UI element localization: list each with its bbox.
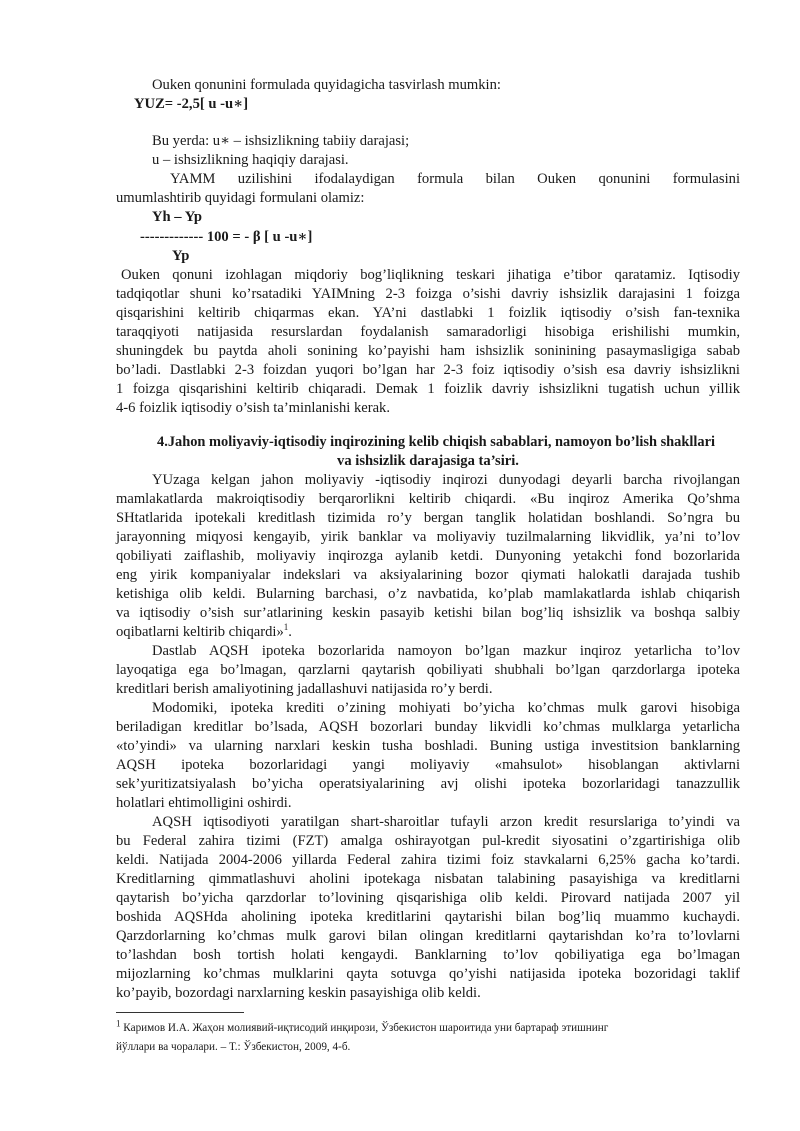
para4-line: ko’payib, bozordagi narxlarning keskin pasayishiga olib keldi.	[116, 985, 481, 1001]
okun-line: tadqiqotlar shuni ko’rsatadiki YAIMning 2-3 foizga o’sishi davriy ishsizlik darajasini 1 foizga	[116, 286, 740, 302]
formula-where-2: u – ishsizlikning haqiqiy darajasi.	[152, 152, 349, 168]
para1-line: qobiliyati zaiflashib, moliyaviy inqirozga aylanib ketdi. Dunyoning yetakchi fond bozorlarida	[116, 548, 740, 564]
para4-line: bu Federal zahira tizimi (FZT) amalga oshirayotgan pul-kredit siyosatini o’zgartirishiga olib	[116, 833, 740, 849]
para3-line: AQSH ipoteka bozorlaridagi yangi moliyaviy «mahsulot» hisoblangan aktivlarni	[116, 757, 740, 773]
footnote-reference[interactable]: 1	[283, 622, 289, 633]
formula2-main: ------------- 100 = - β [ u -u∗]	[140, 229, 313, 245]
okun-line: 4-6 foizlik iqtisodiy o’sish ta’minlanishi kerak.	[116, 400, 391, 416]
para1-line: mamlakatlarda makroiqtisodiy berqarorlikni keltirib chiqardi. «Bu inqiroz Amerika Qo’shma	[116, 491, 740, 507]
para1-line: jarayonning miqyosi kengayib, yirik banklar va moliyaviy tuzilmalarning likvidlik, ya’ni to’lov	[116, 529, 740, 545]
para3-line: «to’yindi» va ularning narxlari keskin tusha boshladi. Buning ustiga investitsion banklarning	[116, 738, 740, 754]
para1-line: oqibatlarni keltirib chiqardi»	[116, 624, 284, 640]
section-heading-line-1: 4.Jahon moliyaviy-iqtisodiy inqirozining kelib chiqish sabablari, namoyon bo’lish shakllari	[157, 434, 715, 450]
formula-intro: Ouken qonunini formulada quyidagicha tasvirlash mumkin:	[152, 77, 501, 93]
para1-line: SHtatlarida ipotekali kreditlash tizimida ro’y bergan tanglik holatidan boshlandi. So’ngra bu	[116, 510, 740, 526]
general-line-2: umumlashtirib quyidagi formulani olamiz:	[116, 190, 365, 206]
formula-where-1: Bu yerda: u∗ – ishsizlikning tabiiy darajasi;	[152, 133, 410, 149]
formula2-numerator: Yh – Yp	[152, 209, 203, 225]
para3-line: sek’yuritizatsiyalash bo’yicha operatsiyalarining avj olishi ipoteka bozorlaridagi tanazzullik	[116, 776, 740, 792]
para1-last-line	[116, 623, 740, 642]
period: .	[288, 624, 292, 640]
para4-line: Qarzdorlarning ko’chmas mulk garovi bilan olingan kreditlarni qaytarishdan ko’ra to’lovlarni	[116, 928, 740, 944]
para4-line: qaytarish bo’yicha qarzdorlar to’lovining qisqarishiga olib keldi. Pirovard natijada 2007 yil	[116, 890, 740, 906]
para4-line: mijozlarning ko’chmas mulklarini qayta sotuvga qo’yishi natijasida ipoteka bozoridagi taklif	[116, 966, 740, 982]
para4-line: Kreditlarning qimmatlashuvi aholini ipotekaga nisbatan talabining pasayishiga va kreditlarni	[116, 871, 740, 887]
okun-line: taraqqiyoti natijasida resurslardan foydalanish samaradorligi hisobiga erishilishi mumkin,	[116, 324, 740, 340]
para4-line: boshida AQSHda aholining ipoteka kreditlarini qaytarishi bilan bog’liq muammo kuchaydi.	[116, 909, 740, 925]
footnote-marker: 1	[116, 1018, 121, 1029]
footnote-line-2: йўллари ва чоралари. – Т.: Ўзбекистон, 2009, 4-б.	[116, 1041, 351, 1053]
para1-line: eng yirik kompaniyalar indekslari va aksiyalarining bozor qiymati halokatli darajada tushib	[116, 567, 740, 583]
okun-line: shuningdek bu paytda aholi sonining ko’payishi ham ishsizlik soninining pasaymasligiga sabab	[116, 343, 740, 359]
okun-line: qisqarishini keltirib chiqarmas ekan. YA’ni dastlabki 1 foizlik iqtisodiy o’sish fan-texnika	[116, 305, 740, 321]
general-line-1: YAMM uzilishini ifodalaydigan formula bilan Ouken qonunini formulasini	[170, 171, 740, 187]
para4-line: keldi. Natijada 2004-2006 yillarda Federal zahira tizimi foiz stavkalarni 6,25% gacha ko’tardi.	[116, 852, 740, 868]
para1-line: va iqtisodiy o’sish sur’atlarining keskin pasayib ketishi bilan bog’liq ishsizlik va boshqa salbiy	[116, 605, 740, 621]
okun-line: 1 foizga qisqarishini keltirib chiqaradi. Demak 1 foizlik davriy ishsizlikni tugatish uchun yillik	[116, 381, 740, 397]
para2-line: layoqatiga ega bo’lmagan, qarzlarni qaytarish qobiliyati shubhali bo’lgan qarzdorlarga ipoteka	[116, 662, 740, 678]
section-heading-line-2: va ishsizlik darajasiga ta’siri.	[337, 453, 519, 469]
footnote-text: Каримов И.А. Жаҳон молиявий-иқтисодий инқирози, Ўзбекистон шароитида уни бартараф этишнинг	[123, 1022, 609, 1034]
footnote-separator	[116, 1012, 244, 1013]
para4-line: AQSH iqtisodiyoti yaratilgan shart-sharoitlar tufayli arzon kredit resurslariga to’yindi va	[152, 814, 740, 830]
formula2-denominator: Yp	[172, 248, 190, 264]
para2-line: kreditlari berish amaliyotining jadallashuvi natijasida ro’y berdi.	[116, 681, 493, 697]
para3-line: beriladigan kreditlar bo’lsada, AQSH bozorlari bunday likvidli ko’chmas mulklarga yetarlicha	[116, 719, 740, 735]
okun-line: Ouken qonuni izohlagan miqdoriy bog’liqlikning teskari jihatiga e’tibor qaratamiz. Iqtisodiy	[121, 267, 740, 283]
para3-line: Modomiki, ipoteka krediti o’zining mohiyati bo’yicha ko’chmas mulk garovi hisobiga	[152, 700, 740, 716]
formula-yuz: YUZ= -2,5[ u -u∗]	[134, 96, 249, 112]
okun-line: bo’ladi. Dastlabki 2-3 foizdan yuqori bo’lgan har 2-3 foiz iqtisodiy o’sish esa davriy ishsizlikni	[116, 362, 740, 378]
para3-line: holatlari ehtimolligini oshirdi.	[116, 795, 292, 811]
footnote-line-1	[116, 1020, 756, 1036]
para1-line: YUzaga kelgan jahon moliyaviy -iqtisodiy inqirozi dunyodagi deyarli barcha rivojlangan	[152, 472, 740, 488]
para4-line: to’lashdan bosh tortish holati kengaydi. Banklarning to’lov qobiliyatiga ega bo’lmagan	[116, 947, 740, 963]
para2-line: Dastlab AQSH ipoteka bozorlarida namoyon bo’lgan mazkur inqiroz yetarlicha to’lov	[152, 643, 740, 659]
para1-line: ketishiga olib keldi. Bularning barchasi, o’z navbatida, ko’plab mamlakatlarda ishlab chiqarish	[116, 586, 740, 602]
